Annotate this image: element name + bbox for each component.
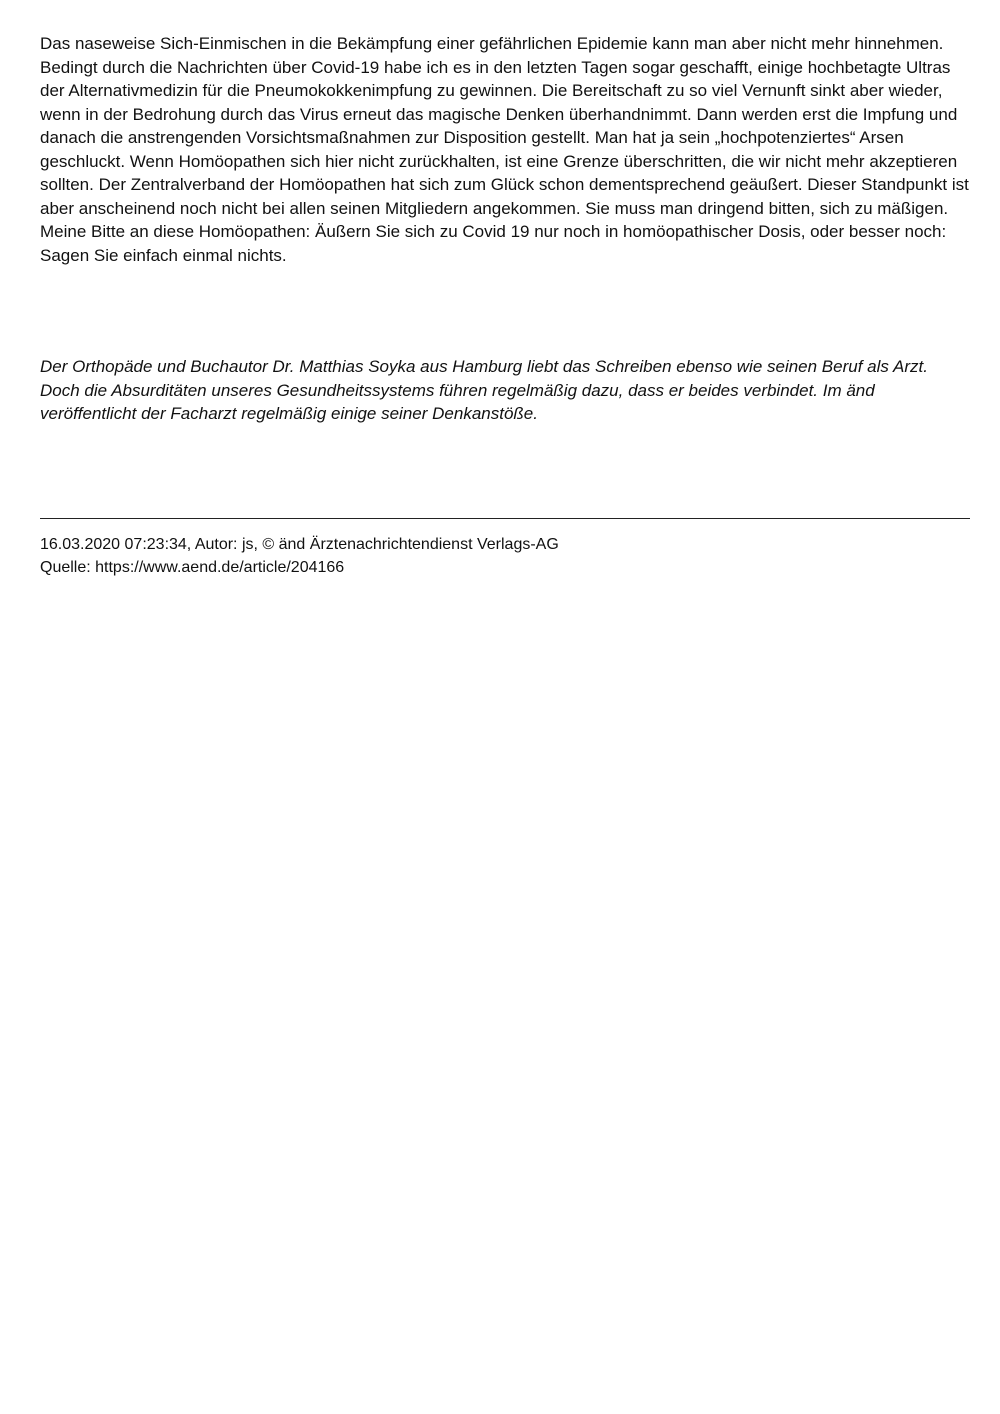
- footer-divider: [40, 518, 970, 519]
- footer: [40, 533, 559, 579]
- footer-source-line: Quelle: https://www.aend.de/article/204166: [40, 559, 345, 576]
- author-note: Der Orthopäde und Buchautor Dr. Matthias Soyka aus Hamburg liebt das Schreiben ebenso wie seinen Beruf als Arzt. Doch die Absurditäten unseres Gesundheitssystems führen regelmäßig dazu, dass er beides verbindet. Im änd veröffentlicht der Facharzt regelmäßig einige seiner Denkanstöße.: [40, 357, 928, 423]
- article-body: Das naseweise Sich-Einmischen in die Bekämpfung einer gefährlichen Epidemie kann man aber nicht mehr hinnehmen. Bedingt durch die Nachrichten über Covid-19 habe ich es in den letzten Tagen sogar geschafft, einige hochbetagte Ultras der Alternativmedizin für die Pneumokokkenimpfung zu gewinnen. Die Bereitschaft zu so viel Vernunft sinkt aber wieder, wenn in der Bedrohung durch das Virus erneut das magische Denken überhandnimmt. Dann werden erst die Impfung und danach die anstrengenden Vorsichtsmaßnahmen zur Disposition gestellt. Man hat ja sein „hochpotenziertes“ Arsen geschluckt. Wenn Homöopathen sich hier nicht zurückhalten, ist eine Grenze überschritten, die wir nicht mehr akzeptieren sollten. Der Zentralverband der Homöopathen hat sich zum Glück schon dementsprechend geäußert. Dieser Standpunkt ist aber anscheinend noch nicht bei allen seinen Mitgliedern angekommen. Sie muss man dringend bitten, sich zu mäßigen. Meine Bitte an diese Homöopathen: Äußern Sie sich zu Covid 19 nur noch in homöopathischer Dosis, oder besser noch: Sagen Sie einfach einmal nichts.: [40, 34, 969, 265]
- document-page: [40, 30, 970, 576]
- footer-meta-line: 16.03.2020 07:23:34, Autor: js, © änd Ärztenachrichtendienst Verlags-AG: [40, 536, 559, 553]
